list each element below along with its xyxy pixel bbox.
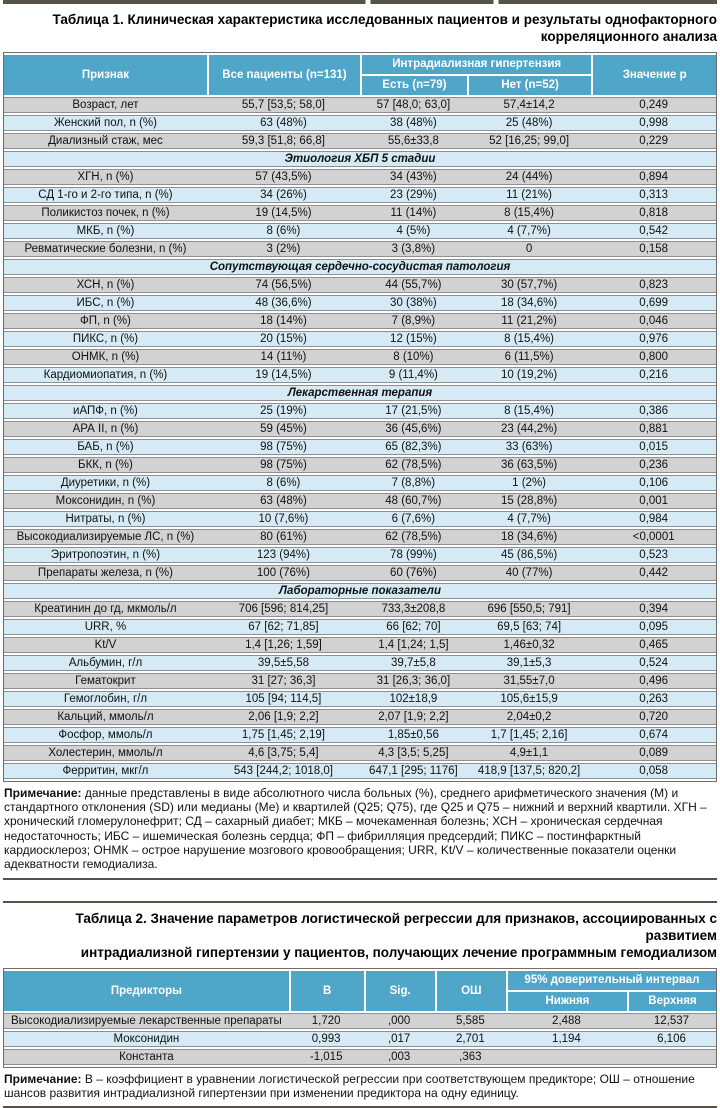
value-cell: 0,894: [591, 169, 716, 185]
table1-title-line1: Таблица 1. Клиническая характеристика исследованных пациентов и результаты однофакторного: [52, 12, 717, 27]
value-cell: 78 (99%): [360, 547, 467, 563]
row-label-cell: ОНМК, n (%): [4, 349, 207, 365]
value-cell: 0,800: [591, 349, 716, 365]
table-row: [4, 277, 716, 293]
table-row: [4, 133, 716, 149]
value-cell: 1,4 [1,24; 1,5]: [360, 637, 467, 653]
value-cell: 23 (29%): [360, 187, 467, 203]
value-cell: 69,5 [63; 74]: [467, 619, 592, 635]
row-label-cell: МКБ, n (%): [4, 223, 207, 239]
value-cell: 4,6 [3,75; 5,4]: [207, 745, 360, 761]
row-label-cell: Холестерин, ммоль/л: [4, 745, 207, 761]
section-label: Лекарственная терапия: [4, 385, 716, 401]
value-cell: 0,001: [591, 493, 716, 509]
table-row: [4, 241, 716, 257]
value-cell: 4,9±1,1: [467, 745, 592, 761]
value-cell: 18 (14%): [207, 313, 360, 329]
value-cell: 0,058: [591, 763, 716, 779]
table-row: [4, 331, 716, 347]
value-cell: 98 (75%): [207, 439, 360, 455]
row-label-cell: СД 1-го и 2-го типа, n (%): [4, 187, 207, 203]
row-label-cell: Креатинин до гд, мкмоль/л: [4, 601, 207, 617]
value-cell: 24 (44%): [467, 169, 592, 185]
value-cell: 38 (48%): [360, 115, 467, 131]
value-cell: 105,6±15,9: [467, 691, 592, 707]
table2-header-row1: [4, 971, 716, 990]
value-cell: 0,394: [591, 601, 716, 617]
value-cell: 62 (78,5%): [360, 457, 467, 473]
table-row: [4, 421, 716, 437]
value-cell: 0,998: [591, 115, 716, 131]
t2-col-b: В: [289, 971, 364, 1011]
section-row: [4, 583, 716, 599]
value-cell: 5,585: [435, 1013, 506, 1029]
value-cell: 19 (14,5%): [207, 205, 360, 221]
value-cell: 19 (14,5%): [207, 367, 360, 383]
table1-note: [3, 782, 717, 878]
value-cell: 0,386: [591, 403, 716, 419]
value-cell: 105 [94; 114,5]: [207, 691, 360, 707]
table2-title: [3, 910, 717, 962]
value-cell: 0,106: [591, 475, 716, 491]
value-cell: [506, 1049, 627, 1065]
table1-note-text: данные представлены в виде абсолютного числа больных (%), среднего арифметического значения (М) и стандартного отклонения (SD) или медианы (Ме) и квартилей (Q25; Q75), где Q25 и Q75 – нижний и верхний квартили. ХГН – хронический гломерулонефрит; СД – сахарный диабет; МКБ – мочекаменная болезнь; ХСН – хроническая сердечная недостаточность; ИБС – ишемическая болезнь сердца; ФП – фибрилляция предсердий; ПИКС – постинфарктный кардиосклероз; ОНМК – острое нарушение мозгового кровообращения; URR, Kt/V – количественные показатели оценки адекватности гемодиализа.: [4, 785, 707, 872]
value-cell: 14 (11%): [207, 349, 360, 365]
row-label-cell: БАБ, n (%): [4, 439, 207, 455]
value-cell: 40 (77%): [467, 565, 592, 581]
value-cell: 0,229: [591, 133, 716, 149]
value-cell: 25 (19%): [207, 403, 360, 419]
table-row: [4, 547, 716, 563]
table-row: [4, 313, 716, 329]
table-row: [4, 223, 716, 239]
t1-col-p-value: Значение р: [591, 55, 716, 95]
row-label-cell: Ферритин, мкг/л: [4, 763, 207, 779]
value-cell: 0,881: [591, 421, 716, 437]
value-cell: 2,488: [506, 1013, 627, 1029]
table-row: [4, 1013, 716, 1029]
value-cell: 0,984: [591, 511, 716, 527]
row-label-cell: Фосфор, ммоль/л: [4, 727, 207, 743]
row-label-cell: Альбумин, г/л: [4, 655, 207, 671]
value-cell: 39,5±5,58: [207, 655, 360, 671]
value-cell: 1,7 [1,45; 2,16]: [467, 727, 592, 743]
row-label-cell: Кардиомиопатия, n (%): [4, 367, 207, 383]
table-row: [4, 619, 716, 635]
table1-title-line2: корреляционного анализа: [540, 29, 717, 45]
row-label-cell: Высокодиализируемые ЛС, n (%): [4, 529, 207, 545]
value-cell: 0,465: [591, 637, 716, 653]
table-row: [4, 601, 716, 617]
value-cell: 0,263: [591, 691, 716, 707]
value-cell: 1,194: [506, 1031, 627, 1047]
value-cell: 55,6±33,8: [360, 133, 467, 149]
value-cell: 0: [467, 241, 592, 257]
value-cell: 6,106: [627, 1031, 716, 1047]
value-cell: 0,015: [591, 439, 716, 455]
row-label-cell: Моксонидин: [4, 1031, 289, 1047]
value-cell: 733,3±208,8: [360, 601, 467, 617]
value-cell: 15 (28,8%): [467, 493, 592, 509]
value-cell: 62 (78,5%): [360, 529, 467, 545]
row-label-cell: Гематокрит: [4, 673, 207, 689]
t2-col-ci-high: Верхняя: [627, 992, 716, 1011]
table-row: [4, 97, 716, 113]
value-cell: 34 (43%): [360, 169, 467, 185]
section-row: [4, 259, 716, 275]
value-cell: 123 (94%): [207, 547, 360, 563]
table-row: [4, 511, 716, 527]
value-cell: 10 (7,6%): [207, 511, 360, 527]
value-cell: 0,313: [591, 187, 716, 203]
value-cell: 11 (14%): [360, 205, 467, 221]
value-cell: 8 (15,4%): [467, 331, 592, 347]
row-label-cell: Диуретики, n (%): [4, 475, 207, 491]
row-label-cell: ИБС, n (%): [4, 295, 207, 311]
table1-note-label: Примечание:: [4, 785, 82, 800]
value-cell: 1,85±0,56: [360, 727, 467, 743]
table-row: [4, 673, 716, 689]
row-label-cell: Высокодиализируемые лекарственные препараты: [4, 1013, 289, 1029]
value-cell: 3 (2%): [207, 241, 360, 257]
table-row: [4, 565, 716, 581]
table-row: [4, 295, 716, 311]
row-label-cell: АРА II, n (%): [4, 421, 207, 437]
section-row: [4, 385, 716, 401]
value-cell: 66 [62; 70]: [360, 619, 467, 635]
table2-title-line1: Таблица 2. Значение параметров логистической регрессии для признаков, ассоциированных с развитием: [75, 910, 717, 944]
value-cell: 31 [26,3; 36,0]: [360, 673, 467, 689]
value-cell: 11 (21%): [467, 187, 592, 203]
value-cell: 0,158: [591, 241, 716, 257]
value-cell: 98 (75%): [207, 457, 360, 473]
value-cell: 31,55±7,0: [467, 673, 592, 689]
t1-col-idh-yes: Есть (n=79): [360, 76, 467, 95]
t1-col-all-patients: Все пациенты (n=131): [207, 55, 360, 95]
value-cell: 4,3 [3,5; 5,25]: [360, 745, 467, 761]
value-cell: 7 (8,9%): [360, 313, 467, 329]
value-cell: 30 (57,7%): [467, 277, 592, 293]
value-cell: 30 (38%): [360, 295, 467, 311]
value-cell: 1,46±0,32: [467, 637, 592, 653]
row-label-cell: Гемоглобин, г/л: [4, 691, 207, 707]
section-row: [4, 151, 716, 167]
row-label-cell: ХГН, n (%): [4, 169, 207, 185]
row-label-cell: БКК, n (%): [4, 457, 207, 473]
t2-col-sig: Sig.: [364, 971, 435, 1011]
value-cell: 25 (48%): [467, 115, 592, 131]
table-row: [4, 475, 716, 491]
value-cell: -1,015: [289, 1049, 364, 1065]
value-cell: 8 (6%): [207, 475, 360, 491]
value-cell: 80 (61%): [207, 529, 360, 545]
table-row: [4, 439, 716, 455]
value-cell: 48 (36,6%): [207, 295, 360, 311]
value-cell: 31 [27; 36,3]: [207, 673, 360, 689]
value-cell: 48 (60,7%): [360, 493, 467, 509]
value-cell: 1 (2%): [467, 475, 592, 491]
value-cell: 23 (44,2%): [467, 421, 592, 437]
value-cell: ,017: [364, 1031, 435, 1047]
value-cell: 7 (8,8%): [360, 475, 467, 491]
section-label: Сопутствующая сердечно-сосудистая патология: [4, 259, 716, 275]
value-cell: 57,4±14,2: [467, 97, 592, 113]
table-row: [4, 1031, 716, 1047]
table-row: [4, 115, 716, 131]
row-label-cell: Кальций, ммоль/л: [4, 709, 207, 725]
value-cell: 0,823: [591, 277, 716, 293]
row-label-cell: Эритропоэтин, n (%): [4, 547, 207, 563]
table-row: [4, 691, 716, 707]
row-label-cell: ХСН, n (%): [4, 277, 207, 293]
value-cell: 0,674: [591, 727, 716, 743]
value-cell: 39,7±5,8: [360, 655, 467, 671]
value-cell: 65 (82,3%): [360, 439, 467, 455]
table2: [3, 968, 717, 1068]
value-cell: 706 [596; 814,25]: [207, 601, 360, 617]
table-row: [4, 403, 716, 419]
value-cell: 418,9 [137,5; 820,2]: [467, 763, 592, 779]
t2-col-ci-low: Нижняя: [506, 992, 627, 1011]
value-cell: 0,993: [289, 1031, 364, 1047]
table2-note: [3, 1068, 717, 1107]
table-row: [4, 205, 716, 221]
value-cell: 6 (11,5%): [467, 349, 592, 365]
table2-note-label: Примечание:: [4, 1071, 82, 1086]
value-cell: 102±18,9: [360, 691, 467, 707]
value-cell: 45 (86,5%): [467, 547, 592, 563]
table1-header: [4, 55, 716, 95]
value-cell: 0,442: [591, 565, 716, 581]
value-cell: 18 (34,6%): [467, 529, 592, 545]
value-cell: 36 (63,5%): [467, 457, 592, 473]
value-cell: 57 [48,0; 63,0]: [360, 97, 467, 113]
table-row: [4, 493, 716, 509]
value-cell: 696 [550,5; 791]: [467, 601, 592, 617]
value-cell: 44 (55,7%): [360, 277, 467, 293]
table-row: [4, 655, 716, 671]
row-label-cell: Женский пол, n (%): [4, 115, 207, 131]
value-cell: 1,75 [1,45; 2,19]: [207, 727, 360, 743]
table-row: [4, 367, 716, 383]
value-cell: 11 (21,2%): [467, 313, 592, 329]
value-cell: 0,524: [591, 655, 716, 671]
table-row: [4, 745, 716, 761]
value-cell: 17 (21,5%): [360, 403, 467, 419]
value-cell: 0,699: [591, 295, 716, 311]
value-cell: 39,1±5,3: [467, 655, 592, 671]
value-cell: 10 (19,2%): [467, 367, 592, 383]
t2-col-or: ОШ: [435, 971, 506, 1011]
row-label-cell: Нитраты, n (%): [4, 511, 207, 527]
row-label-cell: Препараты железа, n (%): [4, 565, 207, 581]
table-row: [4, 169, 716, 185]
value-cell: 0,818: [591, 205, 716, 221]
row-label-cell: Ревматические болезни, n (%): [4, 241, 207, 257]
value-cell: 60 (76%): [360, 565, 467, 581]
value-cell: 1,4 [1,26; 1,59]: [207, 637, 360, 653]
table-row: [4, 187, 716, 203]
t2-col-ci-group: 95% доверительный интервал: [506, 971, 716, 990]
divider-rule-2: [3, 901, 717, 903]
value-cell: ,363: [435, 1049, 506, 1065]
value-cell: 52 [16,25; 99,0]: [467, 133, 592, 149]
value-cell: 20 (15%): [207, 331, 360, 347]
table-row: [4, 637, 716, 653]
table1-title: [3, 11, 717, 46]
value-cell: 59 (45%): [207, 421, 360, 437]
row-label-cell: Возраст, лет: [4, 97, 207, 113]
value-cell: 0,089: [591, 745, 716, 761]
row-label-cell: Диализный стаж, мес: [4, 133, 207, 149]
value-cell: 0,095: [591, 619, 716, 635]
value-cell: 0,496: [591, 673, 716, 689]
value-cell: 34 (26%): [207, 187, 360, 203]
table-row: [4, 709, 716, 725]
row-label-cell: Моксонидин, n (%): [4, 493, 207, 509]
value-cell: 8 (15,4%): [467, 205, 592, 221]
table2-body: [4, 1013, 716, 1065]
row-label-cell: Поликистоз почек, n (%): [4, 205, 207, 221]
value-cell: 647,1 [295; 1176]: [360, 763, 467, 779]
top-rule: [3, 0, 717, 4]
table-row: [4, 763, 716, 779]
value-cell: 9 (11,4%): [360, 367, 467, 383]
table1: [3, 52, 717, 782]
row-label-cell: иАПФ, n (%): [4, 403, 207, 419]
value-cell: 1,720: [289, 1013, 364, 1029]
value-cell: 0,046: [591, 313, 716, 329]
table1-body: [4, 97, 716, 779]
value-cell: 0,542: [591, 223, 716, 239]
row-label-cell: URR, %: [4, 619, 207, 635]
value-cell: 8 (15,4%): [467, 403, 592, 419]
value-cell: 0,976: [591, 331, 716, 347]
value-cell: 36 (45,6%): [360, 421, 467, 437]
value-cell: 2,04±0,2: [467, 709, 592, 725]
value-cell: 33 (63%): [467, 439, 592, 455]
value-cell: 4 (7,7%): [467, 223, 592, 239]
value-cell: 2,07 [1,9; 2,2]: [360, 709, 467, 725]
value-cell: ,000: [364, 1013, 435, 1029]
section-label: Этиология ХБП 5 стадии: [4, 151, 716, 167]
value-cell: 12 (15%): [360, 331, 467, 347]
value-cell: 8 (6%): [207, 223, 360, 239]
t2-col-predictors: Предикторы: [4, 971, 289, 1011]
row-label-cell: Константа: [4, 1049, 289, 1065]
value-cell: 3 (3,8%): [360, 241, 467, 257]
value-cell: 0,720: [591, 709, 716, 725]
value-cell: 63 (48%): [207, 493, 360, 509]
value-cell: <0,0001: [591, 529, 716, 545]
value-cell: 0,523: [591, 547, 716, 563]
value-cell: 100 (76%): [207, 565, 360, 581]
value-cell: 4 (5%): [360, 223, 467, 239]
value-cell: 543 [244,2; 1018,0]: [207, 763, 360, 779]
value-cell: 59,3 [51,8; 66,8]: [207, 133, 360, 149]
value-cell: 4 (7,7%): [467, 511, 592, 527]
block-gap: [3, 880, 717, 901]
table-row: [4, 457, 716, 473]
value-cell: 6 (7,6%): [360, 511, 467, 527]
table1-header-row1: [4, 55, 716, 74]
value-cell: 2,701: [435, 1031, 506, 1047]
value-cell: 0,216: [591, 367, 716, 383]
table-row: [4, 349, 716, 365]
value-cell: 63 (48%): [207, 115, 360, 131]
table2-header: [4, 971, 716, 1011]
value-cell: 0,236: [591, 457, 716, 473]
table2-title-line2: интрадиализной гипертензии у пациентов, получающих лечение программным гемодиализом: [80, 945, 717, 961]
section-label: Лабораторные показатели: [4, 583, 716, 599]
table2-note-text: В – коэффициент в уравнении логистической регрессии при соответствующем предикторе; ОШ – отношение шансов развития интрадиализной гипертензии при изменении предиктора на одну единицу.: [4, 1071, 695, 1101]
value-cell: 57 (43,5%): [207, 169, 360, 185]
table-row: [4, 1049, 716, 1065]
table-row: [4, 529, 716, 545]
value-cell: ,003: [364, 1049, 435, 1065]
value-cell: 0,249: [591, 97, 716, 113]
value-cell: [627, 1049, 716, 1065]
value-cell: 74 (56,5%): [207, 277, 360, 293]
value-cell: 2,06 [1,9; 2,2]: [207, 709, 360, 725]
row-label-cell: ПИКС, n (%): [4, 331, 207, 347]
t1-col-idh-no: Нет (n=52): [467, 76, 592, 95]
t1-col-idh-group: Интрадиализная гипертензия: [360, 55, 591, 74]
value-cell: 12,537: [627, 1013, 716, 1029]
table-row: [4, 727, 716, 743]
row-label-cell: ФП, n (%): [4, 313, 207, 329]
t1-col-feature: Признак: [4, 55, 207, 95]
value-cell: 18 (34,6%): [467, 295, 592, 311]
row-label-cell: Kt/V: [4, 637, 207, 653]
value-cell: 55,7 [53,5; 58,0]: [207, 97, 360, 113]
value-cell: 8 (10%): [360, 349, 467, 365]
value-cell: 67 [62; 71,85]: [207, 619, 360, 635]
